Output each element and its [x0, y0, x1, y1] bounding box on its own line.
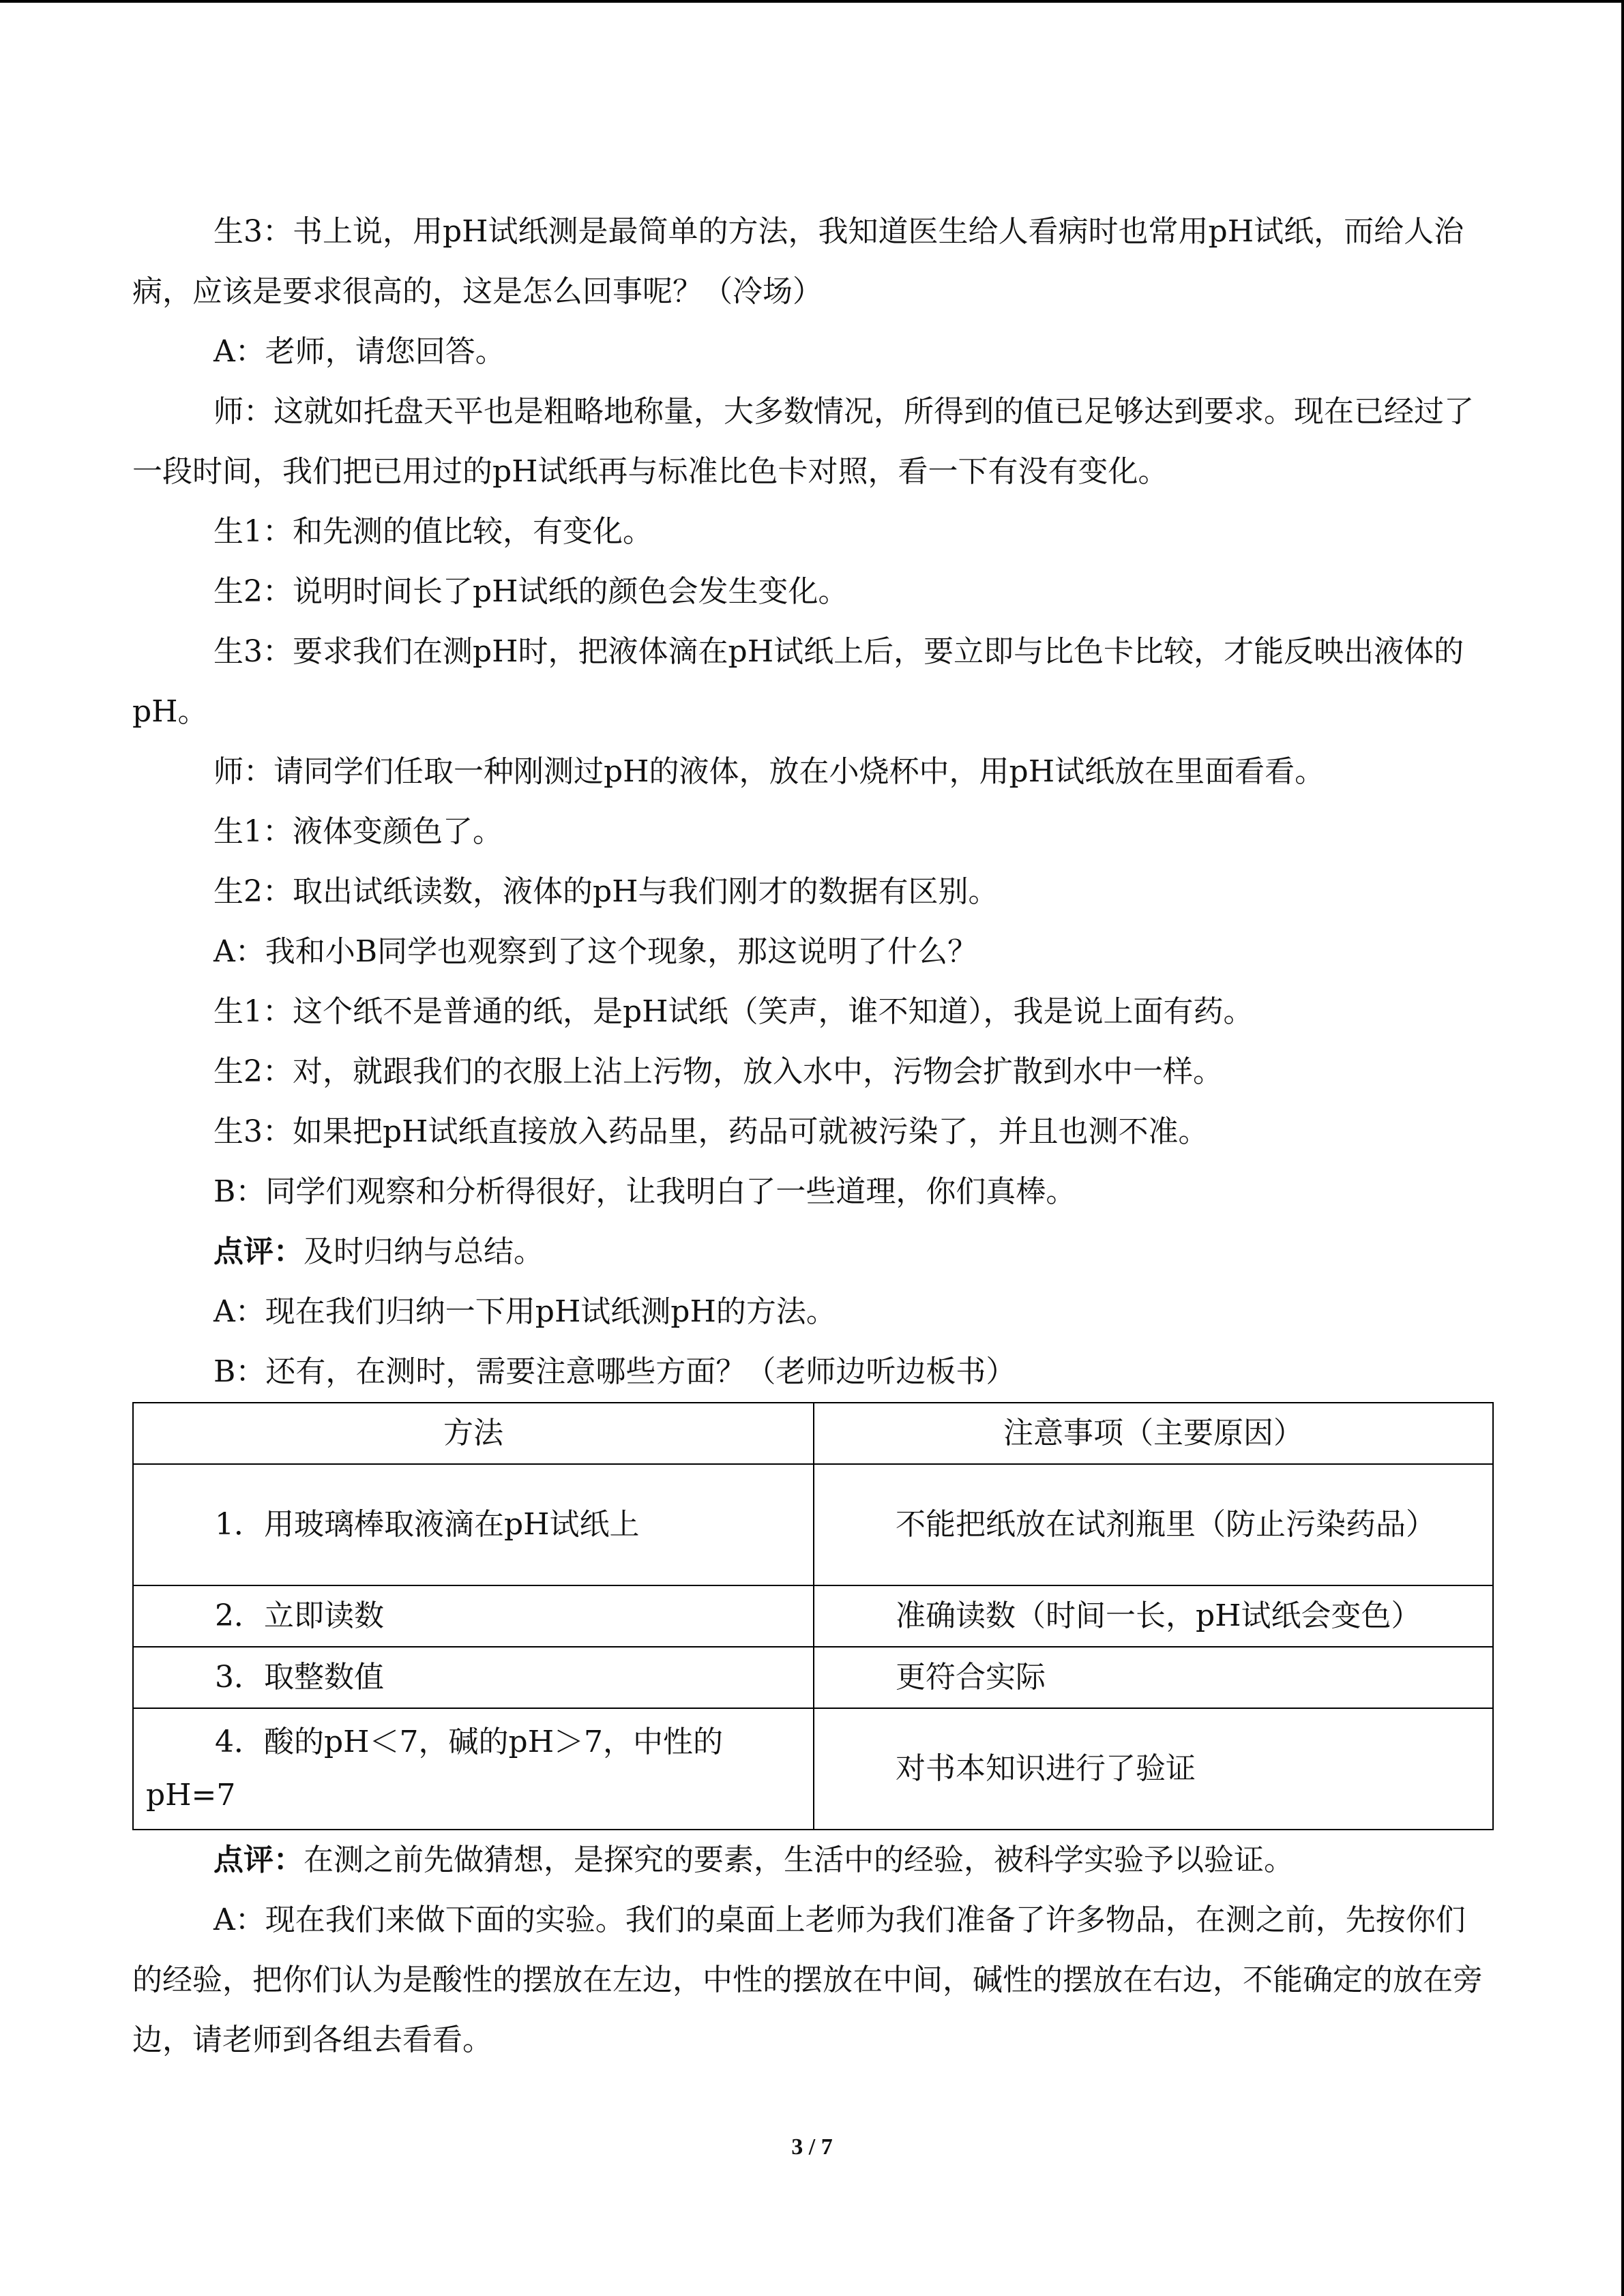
- table-header-row: [133, 1403, 1493, 1464]
- paragraph-12: 生2：对，就跟我们的衣服上沾上污物，放入水中，污物会扩散到水中一样。: [213, 1054, 1223, 1089]
- table-cell-notes: 更符合实际: [814, 1647, 1493, 1708]
- comment-label: 点评：: [213, 1843, 304, 1877]
- paragraph-17: B：还有，在测时，需要注意哪些方面？（老师边听边板书）: [213, 1354, 1016, 1389]
- paragraph-13: 生3：如果把pH试纸直接放入药品里，药品可就被污染了，并且也测不准。: [213, 1114, 1209, 1149]
- top-border-line: [0, 0, 1624, 3]
- paragraph-15-comment: 点评：及时归纳与总结。: [213, 1234, 544, 1269]
- table-cell-notes: 不能把纸放在试剂瓶里（防止污染药品）: [814, 1464, 1493, 1585]
- comment-label: 点评：: [213, 1234, 304, 1269]
- paragraph-7: 师：请同学们任取一种刚测过pH的液体，放在小烧杯中，用pH试纸放在里面看看。: [213, 754, 1325, 789]
- page-number: 3 / 7: [791, 2134, 833, 2160]
- table-cell-method: 4．酸的pH＜7，碱的pH＞7，中性的pH=7: [133, 1708, 814, 1830]
- table-cell-method: 2．立即读数: [133, 1585, 814, 1647]
- table-header-method: 方法: [133, 1403, 814, 1464]
- paragraph-8: 生1：液体变颜色了。: [213, 814, 503, 849]
- paragraph-16: A：现在我们归纳一下用pH试纸测pH的方法。: [213, 1294, 836, 1329]
- paragraph-5: 生2：说明时间长了pH试纸的颜色会发生变化。: [213, 574, 848, 609]
- ph-method-table: [132, 1402, 1494, 1830]
- paragraph-4: 生1：和先测的值比较，有变化。: [213, 514, 653, 549]
- paragraph-1: 生3：书上说，用pH试纸测是最简单的方法，我知道医生给人看病时也常用pH试纸，而给人治病，应该是要求很高的，这是怎么回事呢？（冷场）: [132, 214, 1464, 309]
- dialogue-section-before: [132, 202, 1492, 1402]
- right-border-line: [1621, 0, 1624, 2296]
- paragraph-9: 生2：取出试纸读数，液体的pH与我们刚才的数据有区别。: [213, 874, 999, 909]
- paragraph-10: A：我和小B同学也观察到了这个现象，那这说明了什么？: [213, 934, 978, 969]
- page-content: [132, 202, 1492, 2070]
- table-cell-notes: 准确读数（时间一长，pH试纸会变色）: [814, 1585, 1493, 1647]
- table-header-notes: 注意事项（主要原因）: [814, 1403, 1493, 1464]
- table-row: [133, 1647, 1493, 1708]
- table-cell-notes: 对书本知识进行了验证: [814, 1708, 1493, 1830]
- table-cell-method: 1．用玻璃棒取液滴在pH试纸上: [133, 1464, 814, 1585]
- table-row: [133, 1585, 1493, 1647]
- paragraph-18-comment: 点评：在测之前先做猜想，是探究的要素，生活中的经验，被科学实验予以验证。: [213, 1843, 1294, 1877]
- paragraph-6: 生3：要求我们在测pH时，把液体滴在pH试纸上后，要立即与比色卡比较，才能反映出液体的pH。: [132, 634, 1464, 729]
- paragraph-11: 生1：这个纸不是普通的纸，是pH试纸（笑声，谁不知道），我是说上面有药。: [213, 994, 1254, 1029]
- paragraph-19: A：现在我们来做下面的实验。我们的桌面上老师为我们准备了许多物品，在测之前，先按你们的经验，把你们认为是酸性的摆放在左边，中性的摆放在中间，碱性的摆放在右边，不能确定的放在旁边，请老师到各组去看看。: [132, 1903, 1483, 2057]
- table-row: [133, 1708, 1493, 1830]
- table-row: [133, 1464, 1493, 1585]
- table-cell-method: 3．取整数值: [133, 1647, 814, 1708]
- paragraph-2: A：老师，请您回答。: [213, 334, 505, 369]
- dialogue-section-after: [132, 1830, 1492, 2070]
- paragraph-14: B：同学们观察和分析得很好，让我明白了一些道理，你们真棒。: [213, 1174, 1076, 1209]
- paragraph-3: 师：这就如托盘天平也是粗略地称量，大多数情况，所得到的值已足够达到要求。现在已经过了一段时间，我们把已用过的pH试纸再与标准比色卡对照，看一下有没有变化。: [132, 394, 1474, 489]
